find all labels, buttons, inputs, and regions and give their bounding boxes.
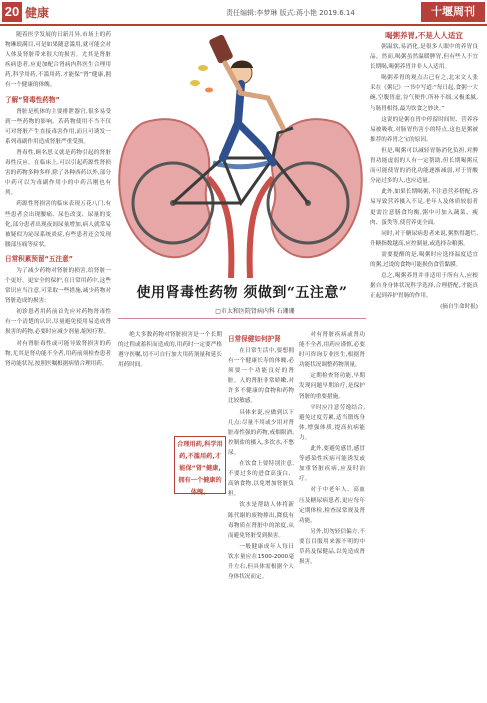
body-paragraph: 饮水是帮助人体将新陈代谢的废物排出,降低有毒物质在肾脏中的浓度,从而避免肾脏受到损害。 xyxy=(228,502,294,539)
body-paragraph: 平时应注意劳逸结合,避免过度劳累,适当锻炼身体,增强体质,提高抗病能力。 xyxy=(299,404,365,441)
source-credit: (摘自生命时报) xyxy=(440,304,478,311)
body-paragraph: 绝大多数药物对肾脏损害是一个长期的过程或蓄积而造成的,用药时一定要严格遵守医嘱,切不可自行加大用药剂量和延长用药时间。 xyxy=(118,332,222,369)
sidebar-article-title: 喝粥养胃,不是人人适宜 xyxy=(385,31,463,40)
body-paragraph: 粥温软,易消化,是很多人眼中的养胃良品。然而,喝粥虽然温暖脾胃,但有些人不宜长期喝,喝粥养胃并非人人适用。 xyxy=(370,44,478,71)
body-paragraph: 此外,如果长期喝粥,不注意营养搭配,容易导致营养摄入不足,老年人及体质较弱者更需注意膳食均衡,粥中可加入蔬菜、瘦肉、蛋类等,使营养更全面。 xyxy=(370,189,478,226)
body-paragraph: 总之,喝粥养胃并非适用于所有人,应根据自身身体状况科学选择,合理搭配,才能真正起到养护胃肠的作用。 xyxy=(370,273,478,300)
headline-divider xyxy=(118,318,366,319)
page-header xyxy=(0,0,487,26)
article-byline: □市太和医院肾病内科 石珊珊 xyxy=(215,308,295,315)
article-lead-column xyxy=(118,330,222,430)
pull-quote: 合理用药,科学用药,不滥用药,才能保“肾”健康,拥有一个健康的体魄。 xyxy=(174,436,226,494)
body-paragraph: 喝粥养胃的观点古已有之,北宋文人张耒在《粥记》一书中写道:“每日起,食粥一大碗,空腹胃虚,谷气便作,所补不细,又极柔腻,与肠胃相得,最为饮食之妙诀。” xyxy=(370,75,478,112)
body-paragraph: 在日常生活中,要想拥有一个健康长寿的体魄,必须要一个功能良好的肾脏。人的肾脏非常娇嫩,对许多不健康的食物和药物比较敏感。 xyxy=(228,348,294,405)
subheading: 了解“肾毒性药物” xyxy=(5,95,60,104)
subheading: 日常积累预留“五注意” xyxy=(5,254,74,263)
body-paragraph: 在饮食上要特别注意,不要过多的进食高蛋白、高钠食物,以免增加肾脏负担。 xyxy=(228,461,294,498)
body-paragraph: 对有肾脏毒性或可能导致肾损害的药物,尤其是肾功能不全者,用药前须检查患者肾功能状况,按照医嘱根据病情合理用药。 xyxy=(5,340,111,367)
subheading: 日常保健如何护肾 xyxy=(228,335,281,343)
section-name: 健康 xyxy=(25,6,50,20)
body-paragraph: 但是,喝粥可以减轻胃肠消化负担,对脾胃功能虚弱的人有一定帮助,但长期喝粥反而可能使胃的消化功能逐渐减弱,对于胃酸分泌过多的人,也应适量。 xyxy=(370,147,478,185)
body-paragraph: 需要提醒的是,喝粥时应选择温度适宜的粥,过烫的食物可能损伤食管黏膜。 xyxy=(370,251,478,268)
article-headline: 使用肾毒性药物 须做到“五注意” xyxy=(136,285,348,301)
body-paragraph: 对有肾脏疾病或肾功能不全者,用药应谨慎,必要时可咨询专业医生,根据肾功能状况调整药物剂量。 xyxy=(299,332,365,369)
body-paragraph: 初诊患者用药前首先应对药物肾毒性有一个清楚的认识,尽量避免使用易造成肾损害的药物,必要时应减少剂量,缩短疗程。 xyxy=(5,309,111,336)
body-paragraph: 为了减少药物对肾脏的损害,给肾脏一个更好、更安全的保护,在日常用药中,这些常识应当注意,可采取一些措施,减少药物对肾脏造成的损害: xyxy=(5,267,111,305)
body-paragraph: 另外,切勿轻信偏方,不要盲目服用来源不明的中草药及保健品,以免造成肾损害。 xyxy=(299,528,365,566)
editor-credits: 责任编辑:李梦琳 版式:蒋小艳 2019.6.14 xyxy=(226,9,355,17)
body-paragraph: 同时,对于糖尿病患者来说,粥熬得越烂,升糖指数越高,应控制量,或选择杂粮粥。 xyxy=(370,230,478,247)
body-paragraph: 随着医学发展的日新月异,市场上的药物琳琅满目,可是如果随意滥用,就可能会对人体及肾脏带来很大的损害。尤其是肾脏疾病患者,应更加配合肾病内科医生合理用药,科学用药,不滥用药,才能保“肾”健康,拥有一个健康的体魄。 xyxy=(5,32,111,89)
body-paragraph: 这说的是粥在胃中停留时间短、营养容易被吸收,对肠胃伤害小的特点,这也是粥被推荐的养胃之宝的原因。 xyxy=(370,116,478,143)
body-paragraph: 肾毒性,顾名思义就是药物引起的肾脏毒性反应。在临床上,可以引起药源性肾损害的药物多种多样,除了各种西药以外,部分中药可以为毒副作用小的中药吕刚也有列。 xyxy=(5,149,111,197)
body-paragraph: 药源性肾损害的临床表现五花八门,有些患者会出现腰痛、尿色改变、尿量的变化,部分患者出现夜间尿量增加,病人就常易被疑似为泌尿系统炎症,有些患者还会发现腰部压痛等症状。 xyxy=(5,201,111,248)
kidney-bicycle-illustration xyxy=(113,28,368,290)
body-paragraph: 定期检查肾功能,早期发现问题早期治疗,是保护肾脏的重要措施。 xyxy=(299,373,365,400)
article-column-2 xyxy=(228,330,294,698)
body-paragraph: 此外,要避免感冒,感冒等感染性疾病可能诱发或加重肾脏疾病,应及时治疗。 xyxy=(299,446,365,483)
body-paragraph: 具体来说,应做到以下几点:尽量不用或少用对肾脏毒性强的药物,戒烟限酒,控制盐的摄入,多饮水,不憋尿。 xyxy=(228,409,294,456)
page-number: 20 xyxy=(2,2,22,22)
sidebar-article-column xyxy=(370,42,478,698)
article-column-3 xyxy=(299,330,365,698)
body-paragraph: 肾脏是机体的主要排泄器官,很多易受到一些药物的影响。若药物使用不当不仅可对肾脏产生直接毒害作用,而且可诱发一系列毒副作用造成肾脏严重受损。 xyxy=(5,108,111,145)
article-column-1 xyxy=(5,30,111,698)
body-paragraph: 对于中老年人、高血压及糖尿病患者,更应每年定期体检,检查尿常规及肾功能。 xyxy=(299,487,365,524)
body-paragraph: 一般健康成年人每日饮水量应在1500-2000毫升左右,但具体需根据个人身体状况而定。 xyxy=(228,543,294,581)
newspaper-masthead: 十堰周刊 xyxy=(421,2,485,22)
